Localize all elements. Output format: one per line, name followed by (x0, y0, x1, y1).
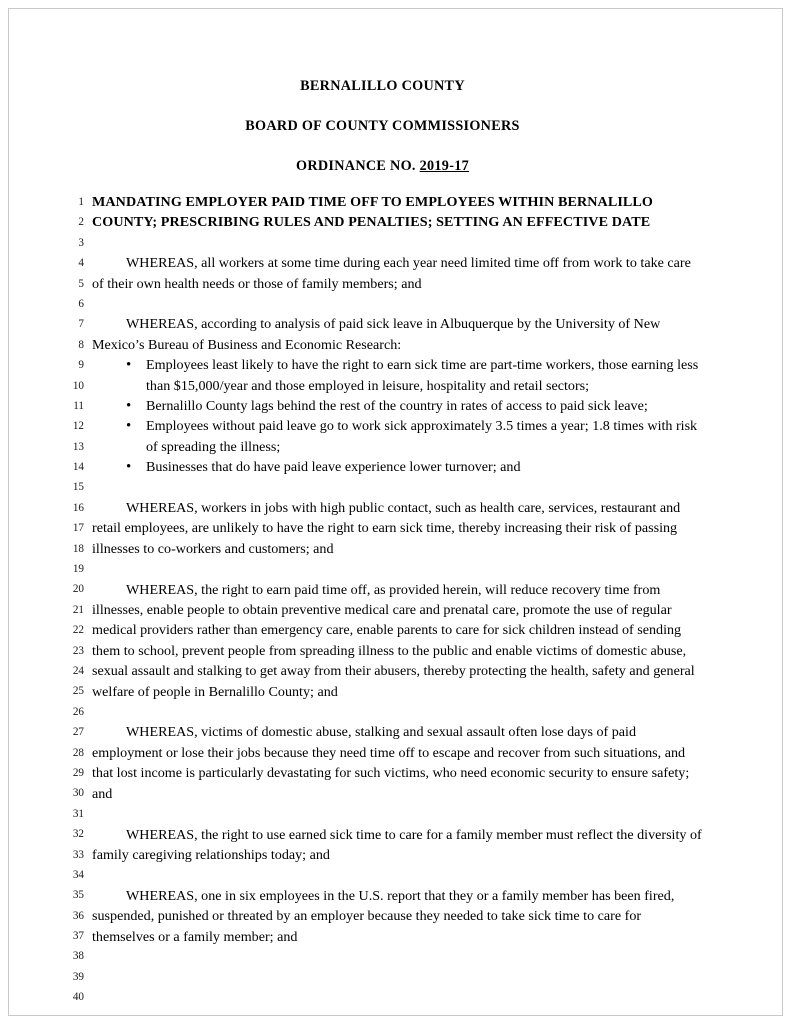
line-number: 16 (72, 501, 84, 514)
line-number: 13 (72, 440, 84, 453)
blank-line (92, 294, 703, 314)
line-number: 28 (72, 746, 84, 759)
line-number: 33 (72, 848, 84, 861)
line-number: 22 (72, 624, 84, 637)
line-number: 31 (72, 807, 84, 820)
line-number: 8 (78, 338, 84, 351)
whereas-paragraph-2: WHEREAS, according to analysis of paid sick leave in Albuquerque by the University of New Mexico’s Bureau of Business and Economic Research: (92, 316, 661, 353)
line-number: 26 (72, 705, 84, 718)
bullet-icon: • (126, 398, 132, 415)
line-number: 3 (78, 236, 84, 249)
line-number: 14 (72, 461, 84, 474)
blank-line (92, 478, 703, 498)
line-number: 32 (72, 828, 84, 841)
line-number: 12 (72, 420, 84, 433)
document-body-text (92, 192, 703, 947)
line-number: 1 (78, 196, 84, 208)
line-number: 11 (73, 399, 84, 412)
line-number: 24 (72, 664, 84, 677)
line-number: 36 (72, 909, 84, 922)
line-number: 5 (78, 277, 84, 290)
line-number: 39 (72, 970, 84, 983)
line-number: 38 (72, 950, 84, 963)
bullet-icon: • (126, 357, 132, 374)
body-area (62, 192, 703, 1004)
blank-line (92, 559, 703, 579)
ordinance-title: MANDATING EMPLOYER PAID TIME OFF TO EMPLOYEES WITHIN BERNALILLO COUNTY; PRESCRIBING RULES AND PENALTIES; SETTING AN EFFECTIVE DATE (92, 194, 653, 231)
line-number: 34 (72, 868, 84, 881)
line-number: 25 (72, 685, 84, 698)
document-heading (62, 78, 703, 175)
list-item-text: Bernalillo County lags behind the rest of the country in rates of access to paid sick leave; (146, 398, 648, 415)
line-number: 19 (72, 563, 84, 576)
line-number: 27 (72, 726, 84, 739)
line-number: 6 (78, 297, 84, 310)
line-number: 2 (78, 216, 84, 229)
line-number: 30 (72, 787, 84, 800)
whereas-paragraph-4: WHEREAS, the right to earn paid time off, as provided herein, will reduce recovery time from illnesses, enable people to obtain preventive medical care and prenatal care, promote the use of regular medical providers rather than emergency care, enable parents to care for sick children instead of sending them to school, prevent people from spreading illness to the public and enable victims of domestic abuse, sexual assault and stalking to get away from their abusers, thereby protecting the health, safety and general welfare of people in Bernalillo County; and (92, 581, 695, 700)
bullet-icon: • (126, 459, 132, 476)
line-number: 29 (72, 766, 84, 779)
blank-line (92, 804, 703, 824)
heading-ordinance-label: ORDINANCE NO. (295, 158, 416, 174)
line-number: 40 (72, 991, 84, 1004)
findings-bullet-list (92, 355, 703, 477)
whereas-paragraph-7: WHEREAS, one in six employees in the U.S. report that they or a family member has been fired, suspended, punished or threated by an employer because they needed to take sick time to care for themselves or a family member; and (92, 887, 675, 945)
line-number: 9 (78, 359, 84, 372)
bullet-icon: • (126, 418, 132, 435)
whereas-paragraph-3: WHEREAS, workers in jobs with high public contact, such as health care, services, restaurant and retail employees, are unlikely to have the right to earn sick time, thereby increasing their risk of passing illnesses to co-workers and customers; and (92, 500, 681, 557)
line-number: 37 (72, 930, 84, 943)
list-item-text: Employees without paid leave go to work sick approximately 3.5 times a year; 1.8 times with risk of spreading the illness; (146, 418, 698, 455)
list-item-text: Employees least likely to have the right to earn sick time are part-time workers, those earning less than $15,000/year and those employed in leisure, hospitality and retail sectors; (146, 357, 699, 394)
whereas-paragraph-5: WHEREAS, victims of domestic abuse, stalking and sexual assault often lose days of paid employment or lose their jobs because they need time off to escape and recover from such situations, and that lost income is particularly devastating for such victims, who need economic security to ensure safety; and (92, 724, 690, 802)
heading-board: BOARD OF COUNTY COMMISSIONERS (245, 118, 520, 134)
heading-county: BERNALILLO COUNTY (300, 78, 465, 94)
heading-ordinance-number: 2019-17 (419, 158, 470, 174)
line-number: 20 (72, 583, 84, 596)
blank-line (92, 702, 703, 722)
line-number: 4 (78, 257, 84, 270)
line-number: 15 (72, 481, 84, 494)
line-number: 23 (72, 644, 84, 657)
list-item (92, 457, 703, 477)
line-number: 17 (72, 522, 84, 535)
list-item (92, 396, 703, 416)
whereas-paragraph-6: WHEREAS, the right to use earned sick time to care for a family member must reflect the diversity of family caregiving relationships today; and (92, 826, 702, 863)
line-number: 21 (72, 603, 84, 616)
line-number: 18 (72, 542, 84, 555)
list-item (92, 416, 703, 457)
line-number: 7 (78, 318, 84, 331)
list-item (92, 355, 703, 396)
line-number-gutter (62, 192, 84, 1008)
whereas-paragraph-1: WHEREAS, all workers at some time during each year need limited time off from work to take care of their own health needs or those of family members; and (92, 255, 691, 292)
line-number: 10 (72, 379, 84, 392)
list-item-text: Businesses that do have paid leave experience lower turnover; and (146, 459, 521, 476)
blank-line (92, 233, 703, 253)
line-number: 35 (72, 889, 84, 902)
heading-ordinance (62, 158, 703, 175)
blank-line (92, 865, 703, 885)
